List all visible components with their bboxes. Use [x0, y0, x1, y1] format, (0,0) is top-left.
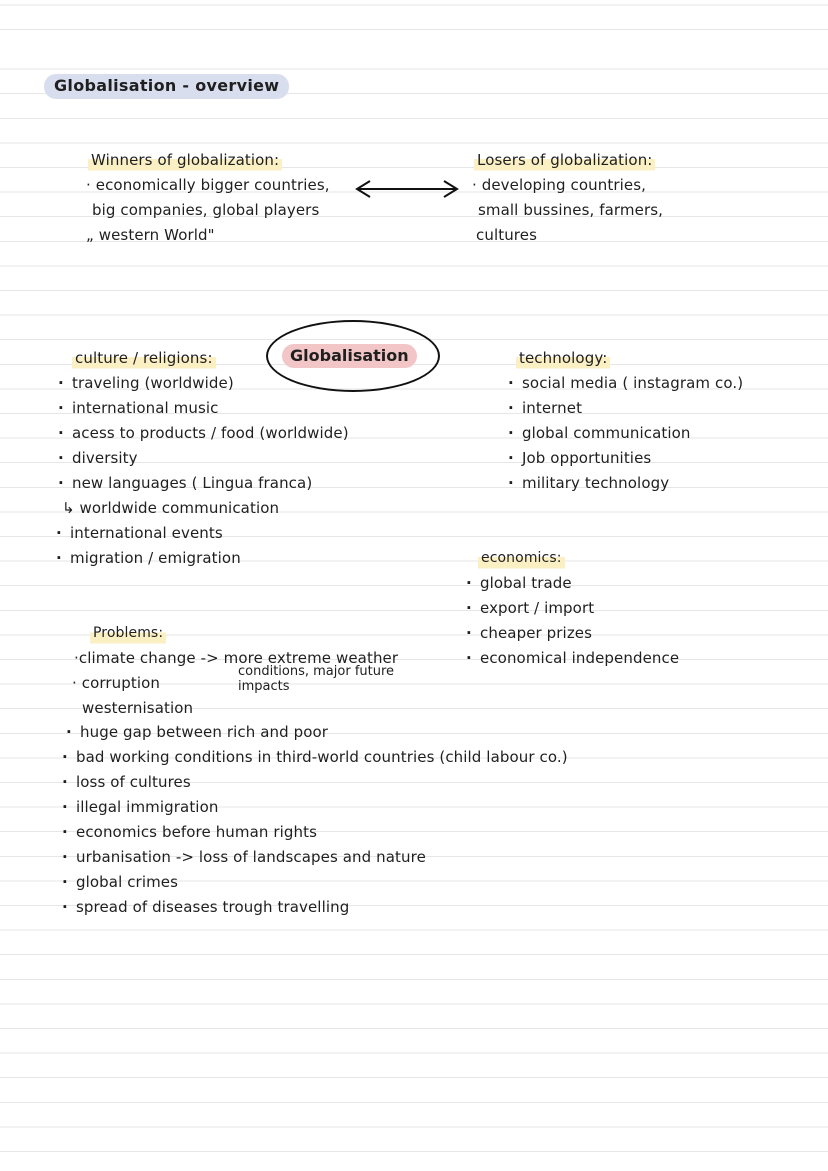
problems-climate: ·climate change -> more extreme weather [74, 649, 399, 667]
problems-item: · economics before human rights [62, 820, 317, 845]
technology-item: · internet [508, 396, 582, 421]
losers-heading: Losers of globalization: [474, 148, 655, 173]
losers-line: small bussines, farmers, [478, 201, 663, 219]
culture-item: · migration / emigration [56, 546, 241, 571]
losers-line: cultures [476, 226, 537, 244]
problems-westernisation: westernisation [82, 699, 194, 717]
economics-item: · cheaper prizes [466, 621, 592, 646]
culture-item: ↳ worldwide communication [62, 499, 280, 517]
double-arrow-icon [352, 178, 464, 200]
page-title: Globalisation - overview [44, 74, 289, 99]
economics-item: · global trade [466, 571, 572, 596]
technology-item: · Job opportunities [508, 446, 651, 471]
technology-item: · military technology [508, 471, 669, 496]
culture-item: · diversity [58, 446, 138, 471]
culture-item: · international music [58, 396, 219, 421]
culture-heading: culture / religions: [72, 346, 216, 371]
problems-item: · huge gap between rich and poor [66, 720, 328, 745]
economics-item: · economical independence [466, 646, 679, 671]
problems-item: · global crimes [62, 870, 178, 895]
losers-line: · developing countries, [472, 176, 646, 194]
technology-item: · social media ( instagram co.) [508, 371, 743, 396]
culture-item: · international events [56, 521, 223, 546]
problems-climate-note: conditions, major future [238, 664, 395, 679]
problems-item: · loss of cultures [62, 770, 191, 795]
problems-item: · spread of diseases trough travelling [62, 895, 349, 920]
technology-heading: technology: [516, 346, 610, 371]
culture-item: · new languages ( Lingua franca) [58, 471, 312, 496]
winners-line: „ western World" [86, 226, 215, 244]
winners-heading: Winners of globalization: [88, 148, 282, 173]
problems-heading: Problems: [90, 621, 166, 646]
problems-item: · bad working conditions in third-world countries (child labour co.) [62, 745, 568, 770]
problems-corruption: · corruption [72, 674, 160, 692]
technology-item: · global communication [508, 421, 691, 446]
problems-climate-note: impacts [238, 679, 290, 694]
problems-item: · illegal immigration [62, 795, 218, 820]
center-label: Globalisation [282, 344, 417, 368]
culture-item: · traveling (worldwide) [58, 371, 234, 396]
winners-line: big companies, global players [92, 201, 320, 219]
winners-line: · economically bigger countries, [86, 176, 330, 194]
culture-item: · acess to products / food (worldwide) [58, 421, 349, 446]
economics-heading: economics: [478, 546, 565, 571]
economics-item: · export / import [466, 596, 594, 621]
problems-item: · urbanisation -> loss of landscapes and nature [62, 845, 426, 870]
